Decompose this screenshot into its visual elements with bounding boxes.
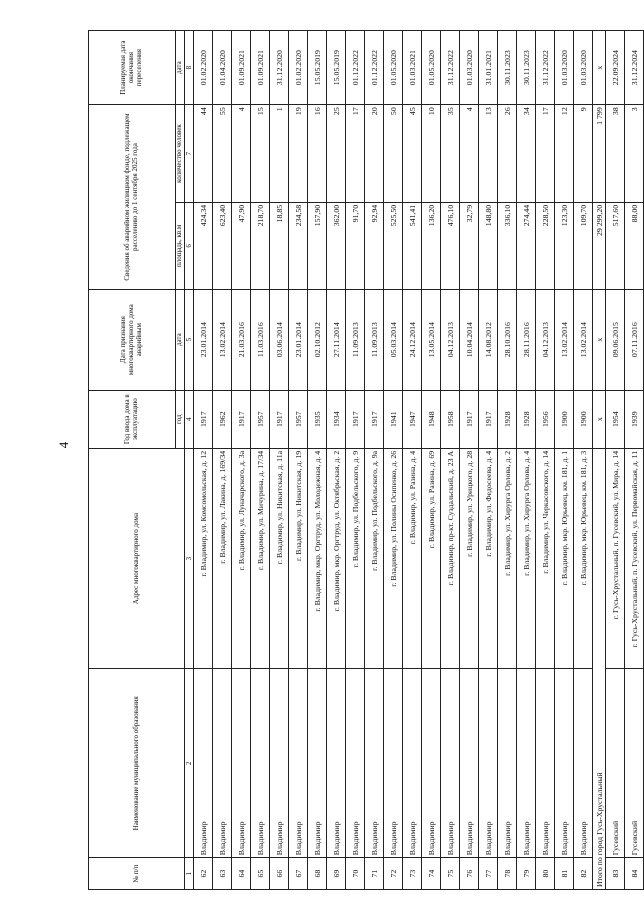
cell-date: 27.11.2014: [327, 289, 346, 390]
cell-addr: г. Владимир, мкр. Оргтруд, ул. Октябрьская, д. 2: [327, 448, 346, 669]
cell-addr: г. Владимир, ул. Подбельского, д. 9: [346, 448, 365, 669]
cell-n: 68: [308, 858, 327, 890]
cell-people: 45: [403, 105, 422, 203]
header-municipality: Наименование муниципального образования: [89, 669, 185, 858]
col-number: 4: [185, 390, 194, 448]
cell-addr: г. Владимир, ул. Никитская, д. 19: [289, 448, 308, 669]
cell-year: 1917: [346, 390, 365, 448]
cell-n: 65: [251, 858, 270, 890]
cell-date: 21.03.2016: [232, 289, 251, 390]
cell-area: 32,79: [460, 202, 479, 289]
cell-people: 44: [194, 105, 213, 203]
cell-mun: Владимир: [251, 669, 270, 858]
table-row: [213, 31, 232, 890]
cell-date: 02.10.2012: [308, 289, 327, 390]
cell-n: 63: [213, 858, 232, 890]
cell-end: 01.09.2021: [251, 31, 270, 105]
cell-addr: г. Гусь-Хрустальный, п. Гусевский, ул. Мира, д. 14: [606, 448, 625, 669]
cell-people: 34: [517, 105, 536, 203]
cell-mun: Владимир: [422, 669, 441, 858]
cell-year: 1917: [194, 390, 213, 448]
cell-area: 424,34: [194, 202, 213, 289]
cell-addr: г. Владимир, ул. Разина, д. 69: [422, 448, 441, 669]
cell-mun: Владимир: [365, 669, 384, 858]
cell-n: 72: [384, 858, 403, 890]
cell-date: 05.03.2014: [384, 289, 403, 390]
table-row: [574, 31, 593, 890]
table-body: [185, 31, 644, 890]
cell-mun: Владимир: [460, 669, 479, 858]
emergency-housing-table: [88, 30, 644, 890]
cell-year: 1957: [289, 390, 308, 448]
cell-date: 11.03.2016: [251, 289, 270, 390]
cell-mun: Владимир: [403, 669, 422, 858]
cell-addr: г. Владимир, ул. Хирурга Орлова, д. 4: [517, 448, 536, 669]
header-year-group: Год ввода дома в эксплуатацию: [89, 390, 176, 448]
cell-mun: Владимир: [536, 669, 555, 858]
col-number: 2: [185, 669, 194, 858]
cell-end: 01.03.2020: [460, 31, 479, 105]
cell-year: 1917: [270, 390, 289, 448]
cell-mun: Владимир: [308, 669, 327, 858]
cell-year: 1900: [574, 390, 593, 448]
cell-year: 1917: [365, 390, 384, 448]
cell-date: 13.05.2014: [422, 289, 441, 390]
cell-date: 13.02.2014: [555, 289, 574, 390]
cell-addr: г. Владимир, ул. Черкасовского, д. 14: [536, 448, 555, 669]
cell-n: 80: [536, 858, 555, 890]
cell-mun: Владимир: [194, 669, 213, 858]
cell-area: 18,85: [270, 202, 289, 289]
cell-end: 31.12.2024: [625, 31, 644, 105]
cell-mun: Владимир: [327, 669, 346, 858]
cell-people: 16: [308, 105, 327, 203]
cell-year: 1917: [479, 390, 498, 448]
cell-addr: г. Владимир, ул. Федосеева, д. 4: [479, 448, 498, 669]
cell-mun: Гусевский: [606, 669, 625, 858]
cell-area: 476,10: [441, 202, 460, 289]
table-row: [289, 31, 308, 890]
cell-area: 234,58: [289, 202, 308, 289]
cell-people: 17: [536, 105, 555, 203]
cell-end: 31.01.2021: [479, 31, 498, 105]
cell-date: 28.11.2016: [517, 289, 536, 390]
cell-area: 88,00: [625, 202, 644, 289]
cell-n: 70: [346, 858, 365, 890]
cell-date: 04.12.2013: [441, 289, 460, 390]
subheader-date2: дата: [176, 31, 185, 105]
cell-addr: г. Владимир, ул. Лакина, д. 169/34: [213, 448, 232, 669]
subheader-year: год: [176, 390, 185, 448]
table-row: [232, 31, 251, 890]
cell-mun: Владимир: [441, 669, 460, 858]
cell-people: 13: [479, 105, 498, 203]
cell-area: 109,70: [574, 202, 593, 289]
cell-date: 13.02.2014: [574, 289, 593, 390]
table-row: [606, 31, 625, 890]
cell-mun: Владимир: [384, 669, 403, 858]
page-number: 4: [56, 441, 71, 449]
cell-mun: Владимир: [213, 669, 232, 858]
cell-n: 71: [365, 858, 384, 890]
cell-addr: г. Владимир, мкр. Юрьевец, км. 181, д. 3: [574, 448, 593, 669]
cell-area: 623,40: [213, 202, 232, 289]
cell-area: 218,70: [251, 202, 270, 289]
cell-n: 74: [422, 858, 441, 890]
cell-end: 30.11.2023: [498, 31, 517, 105]
table-row: [403, 31, 422, 890]
total-area: 29 299,20: [593, 202, 606, 289]
cell-people: 50: [384, 105, 403, 203]
cell-addr: г. Владимир, ул. Комсомольская, д. 12: [194, 448, 213, 669]
cell-area: 123,30: [555, 202, 574, 289]
cell-addr: г. Владимир, ул. Никитская, д. 11а: [270, 448, 289, 669]
cell-year: 1941: [384, 390, 403, 448]
table-row: [441, 31, 460, 890]
subheader-people: количество человек: [176, 105, 185, 203]
header-num: № п/п: [89, 858, 185, 890]
table-row: [194, 31, 213, 890]
cell-people: 9: [574, 105, 593, 203]
cell-year: 1948: [422, 390, 441, 448]
cell-area: 525,50: [384, 202, 403, 289]
rotated-table-container: [88, 30, 639, 890]
table-row: [308, 31, 327, 890]
table-row: [536, 31, 555, 890]
cell-people: 55: [213, 105, 232, 203]
cell-area: 148,80: [479, 202, 498, 289]
cell-addr: г. Владимир, ул. Подбельского, д. 9а: [365, 448, 384, 669]
cell-addr: г. Гусь-Хрустальный, п. Гусевский, ул. Первомайская, д. 11: [625, 448, 644, 669]
cell-people: 17: [346, 105, 365, 203]
cell-mun: Владимир: [270, 669, 289, 858]
cell-area: 91,70: [346, 202, 365, 289]
cell-n: 67: [289, 858, 308, 890]
cell-date: 23.01.2014: [194, 289, 213, 390]
table-row: [555, 31, 574, 890]
total-year: x: [593, 390, 606, 448]
cell-n: 66: [270, 858, 289, 890]
cell-mun: Владимир: [498, 669, 517, 858]
cell-n: 69: [327, 858, 346, 890]
cell-addr: г. Владимир, ул. Разина, д. 4: [403, 448, 422, 669]
table-row: [251, 31, 270, 890]
total-people: 1 799: [593, 105, 606, 203]
cell-date: 23.01.2014: [289, 289, 308, 390]
cell-addr: г. Владимир, мкр. Юрьевец, км. 181, д. 1: [555, 448, 574, 669]
table-row: [625, 31, 644, 890]
cell-n: 82: [574, 858, 593, 890]
cell-area: 541,41: [403, 202, 422, 289]
cell-end: 01.05.2020: [422, 31, 441, 105]
cell-date: 14.08.2012: [479, 289, 498, 390]
cell-n: 84: [625, 858, 644, 890]
cell-year: 1928: [517, 390, 536, 448]
cell-year: 1900: [555, 390, 574, 448]
cell-people: 15: [251, 105, 270, 203]
cell-date: 03.06.2014: [270, 289, 289, 390]
column-number-row: [185, 31, 194, 890]
cell-mun: Владимир: [574, 669, 593, 858]
cell-area: 228,50: [536, 202, 555, 289]
cell-end: 01.03.2020: [574, 31, 593, 105]
table-row: [460, 31, 479, 890]
cell-addr: г. Владимир, ул. Хирурга Орлова, д. 2: [498, 448, 517, 669]
cell-year: 1956: [536, 390, 555, 448]
cell-year: 1954: [606, 390, 625, 448]
cell-end: 01.09.2021: [232, 31, 251, 105]
cell-mun: Владимир: [555, 669, 574, 858]
table-row: [346, 31, 365, 890]
table-viewport: [88, 30, 639, 890]
cell-area: 517,60: [606, 202, 625, 289]
cell-end: 01.05.2020: [384, 31, 403, 105]
cell-area: 362,00: [327, 202, 346, 289]
cell-area: 136,20: [422, 202, 441, 289]
cell-addr: г. Владимир, ул. Мичурина, д. 17/34: [251, 448, 270, 669]
cell-year: 1957: [251, 390, 270, 448]
table-row: [479, 31, 498, 890]
subheader-area: площадь, кв.м: [176, 202, 185, 289]
cell-people: 26: [498, 105, 517, 203]
header-emergency-group: Сведения об аварийном жилищном фонде, подлежащем расселению до 1 сентября 2025 года: [89, 105, 176, 290]
cell-mun: Владимир: [289, 669, 308, 858]
table-row: [517, 31, 536, 890]
cell-year: 1947: [403, 390, 422, 448]
cell-n: 81: [555, 858, 574, 890]
cell-year: 1917: [460, 390, 479, 448]
cell-people: 20: [365, 105, 384, 203]
cell-date: 11.09.2013: [365, 289, 384, 390]
header-planned-group: Планируемая дата окончания переселения: [89, 31, 176, 105]
cell-people: 19: [289, 105, 308, 203]
cell-end: 01.12.2022: [346, 31, 365, 105]
cell-people: 38: [606, 105, 625, 203]
cell-year: 1958: [441, 390, 460, 448]
cell-people: 10: [422, 105, 441, 203]
cell-people: 4: [232, 105, 251, 203]
cell-area: 92,94: [365, 202, 384, 289]
table-row: [327, 31, 346, 890]
table-row: [384, 31, 403, 890]
cell-end: 31.12.2022: [536, 31, 555, 105]
header-recognition-group: Дата признания многоквартирного дома аварийным: [89, 289, 176, 390]
cell-mun: Гусевский: [625, 669, 644, 858]
total-label: Итого по город Гусь-Хрустальный: [593, 448, 606, 889]
cell-addr: г. Владимир, ул. Луначарского, д. 3а: [232, 448, 251, 669]
cell-n: 75: [441, 858, 460, 890]
col-number: 8: [185, 31, 194, 105]
cell-date: 10.04.2014: [460, 289, 479, 390]
cell-people: 1: [270, 105, 289, 203]
cell-end: 31.12.2020: [270, 31, 289, 105]
subheader-date: дата: [176, 289, 185, 390]
cell-year: 1935: [308, 390, 327, 448]
cell-end: 01.03.2020: [555, 31, 574, 105]
total-row: [593, 31, 606, 890]
cell-date: 24.12.2014: [403, 289, 422, 390]
cell-date: 11.09.2013: [346, 289, 365, 390]
cell-mun: Владимир: [232, 669, 251, 858]
cell-end: 22.09.2024: [606, 31, 625, 105]
cell-area: 336,10: [498, 202, 517, 289]
cell-addr: г. Владимир, ул. Полины Осипенко, д. 26: [384, 448, 403, 669]
col-number: 3: [185, 448, 194, 669]
cell-people: 12: [555, 105, 574, 203]
cell-n: 77: [479, 858, 498, 890]
cell-n: 76: [460, 858, 479, 890]
cell-date: 09.06.2015: [606, 289, 625, 390]
cell-year: 1939: [625, 390, 644, 448]
cell-n: 64: [232, 858, 251, 890]
cell-end: 15.05.2019: [327, 31, 346, 105]
header-address: Адрес многоквартирного дома: [89, 448, 185, 669]
cell-people: 35: [441, 105, 460, 203]
cell-end: 01.02.2020: [289, 31, 308, 105]
cell-addr: г. Владимир, ул. Урицкого, д. 28: [460, 448, 479, 669]
cell-end: 30.11.2023: [517, 31, 536, 105]
col-number: 1: [185, 858, 194, 890]
cell-year: 1962: [213, 390, 232, 448]
cell-end: 01.04.2020: [213, 31, 232, 105]
cell-n: 73: [403, 858, 422, 890]
cell-n: 78: [498, 858, 517, 890]
cell-mun: Владимир: [479, 669, 498, 858]
cell-addr: г. Владимир, пр-кт. Суздальский, д. 23 А: [441, 448, 460, 669]
cell-area: 157,90: [308, 202, 327, 289]
table-row: [498, 31, 517, 890]
cell-n: 62: [194, 858, 213, 890]
cell-year: 1928: [498, 390, 517, 448]
cell-area: 47,90: [232, 202, 251, 289]
cell-people: 4: [460, 105, 479, 203]
total-end: x: [593, 31, 606, 105]
cell-end: 01.02.2020: [194, 31, 213, 105]
total-date: x: [593, 289, 606, 390]
cell-date: 04.12.2013: [536, 289, 555, 390]
col-number: 7: [185, 105, 194, 203]
cell-date: 13.02.2014: [213, 289, 232, 390]
table-row: [270, 31, 289, 890]
cell-people: 3: [625, 105, 644, 203]
table-row: [365, 31, 384, 890]
cell-end: 15.05.2019: [308, 31, 327, 105]
col-number: 6: [185, 202, 194, 289]
cell-area: 274,44: [517, 202, 536, 289]
cell-people: 25: [327, 105, 346, 203]
cell-n: 79: [517, 858, 536, 890]
cell-year: 1917: [232, 390, 251, 448]
header-row: [89, 31, 176, 890]
cell-n: 83: [606, 858, 625, 890]
cell-mun: Владимир: [517, 669, 536, 858]
cell-addr: г. Владимир, мкр. Оргтруд, ул. Молодежная, д. 4: [308, 448, 327, 669]
col-number: 5: [185, 289, 194, 390]
cell-date: 07.11.2016: [625, 289, 644, 390]
cell-end: 01.12.2022: [365, 31, 384, 105]
cell-end: 31.12.2022: [441, 31, 460, 105]
table-row: [422, 31, 441, 890]
cell-end: 01.03.2021: [403, 31, 422, 105]
cell-date: 28.10.2016: [498, 289, 517, 390]
cell-mun: Владимир: [346, 669, 365, 858]
cell-year: 1934: [327, 390, 346, 448]
